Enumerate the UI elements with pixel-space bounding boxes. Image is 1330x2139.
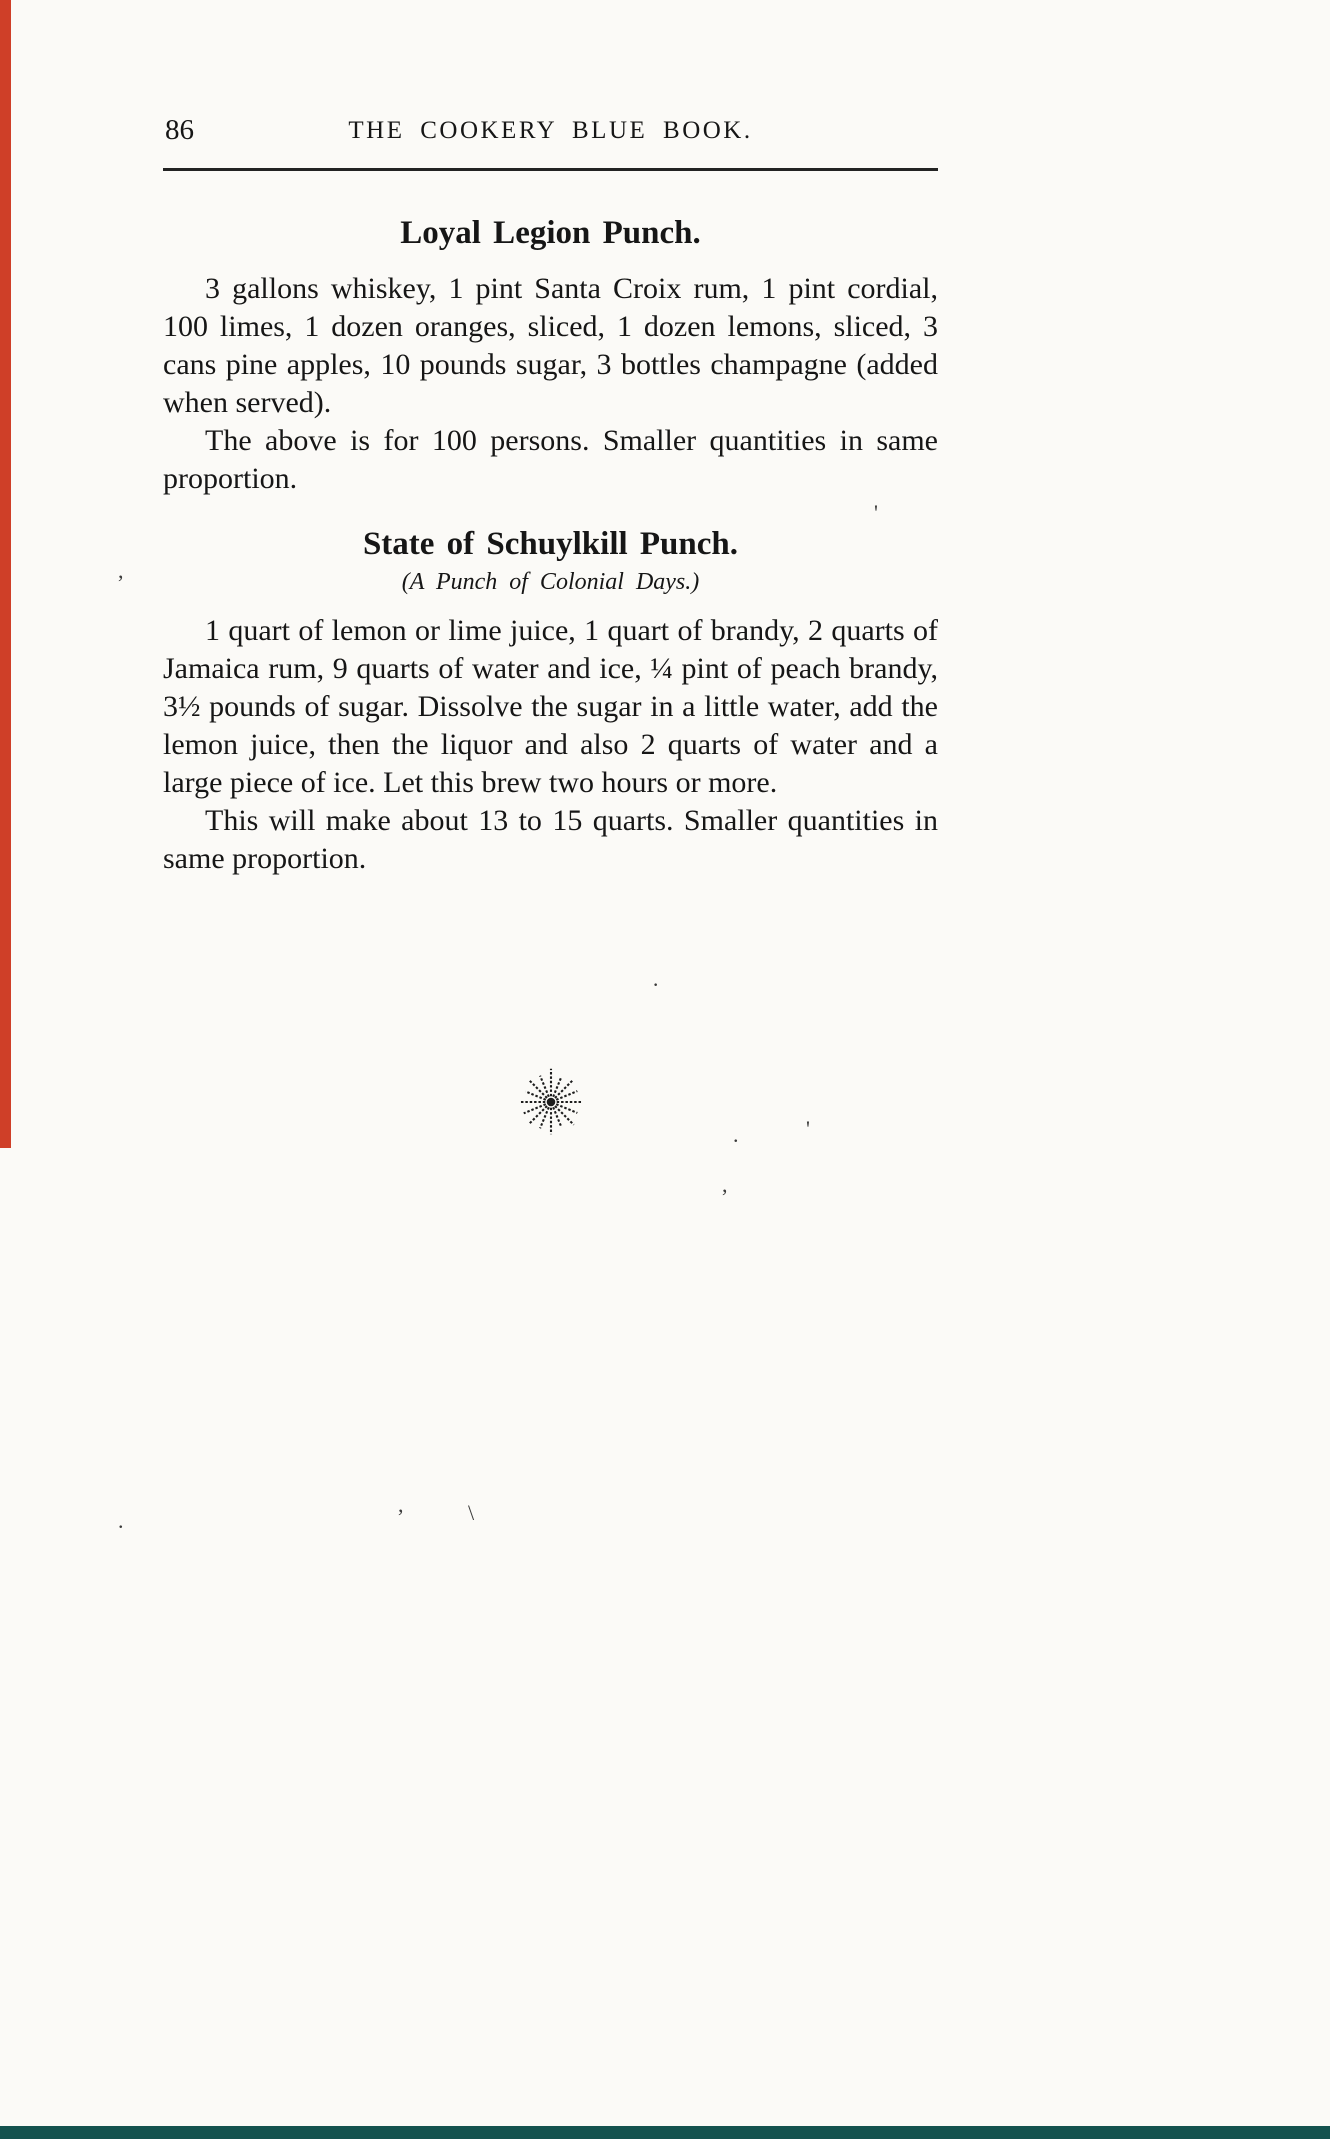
recipe-loyal-legion-punch (163, 215, 938, 498)
bottom-edge-color-bar (0, 2126, 1330, 2139)
scan-artifact: , (118, 558, 124, 583)
recipe-title: State of Schuylkill Punch. (362, 526, 739, 562)
scan-artifact: . (733, 1122, 739, 1147)
scan-artifact: ' (874, 500, 878, 525)
recipe-paragraph: 3 gallons whiskey, 1 pint Santa Croix rum, 1 pint cordial, 100 limes, 1 dozen oranges, sliced, 1 dozen lemons, sliced, 3 cans pine apples, 10 pounds sugar, 3 bottles champagne (added when served). (163, 272, 938, 419)
recipe-subtitle: (A Punch of Colonial Days.) (401, 569, 700, 595)
page-header (163, 112, 938, 150)
starburst-ornament-icon (513, 1064, 589, 1140)
scan-artifact: \ (468, 1500, 475, 1525)
recipe-title: Loyal Legion Punch. (400, 215, 701, 251)
header-rule (163, 168, 938, 171)
recipe-paragraph: This will make about 13 to 15 quarts. Smaller quantities in same proportion. (163, 804, 938, 875)
scan-artifact: ' (806, 1116, 810, 1141)
scan-artifact: , (398, 1492, 404, 1517)
scan-artifact: . (118, 1508, 124, 1533)
ornament-container (163, 1064, 938, 1145)
scan-artifact: · (652, 972, 660, 997)
recipe-paragraph: The above is for 100 persons. Smaller quantities in same proportion. (163, 424, 938, 495)
page-number: 86 (165, 114, 194, 146)
recipe-state-of-schuylkill-punch (163, 526, 938, 878)
recipe-paragraph: 1 quart of lemon or lime juice, 1 quart of brandy, 2 quarts of Jamaica rum, 9 quarts of water and ice, ¼ pint of peach brandy, 3½ pounds of sugar. Dissolve the sugar in a little water, add the lemon juice, then the liquor and also 2 quarts of water and a large piece of ice. Let this brew two hours or more. (163, 614, 938, 799)
text-column (163, 112, 938, 1145)
running-title: THE COOKERY BLUE BOOK. (348, 117, 753, 144)
scan-artifact: , (722, 1172, 728, 1197)
left-edge-color-stripe (0, 0, 11, 1148)
